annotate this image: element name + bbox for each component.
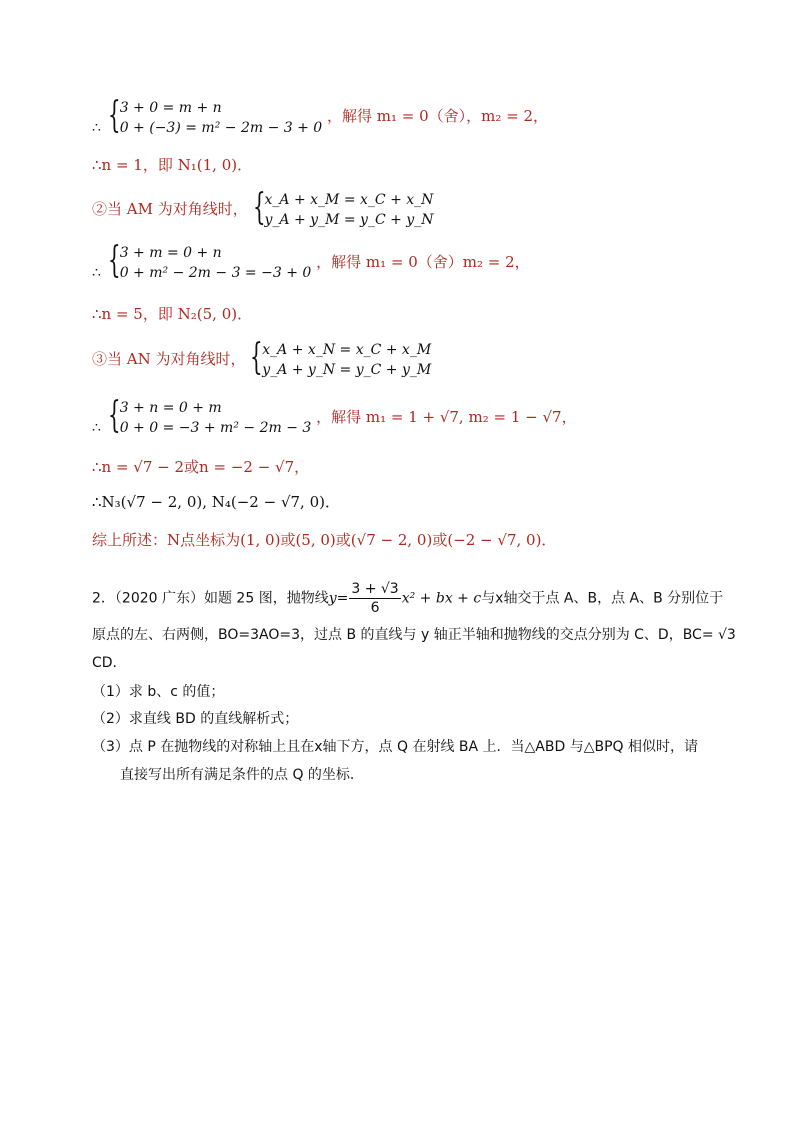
case1-eq2: 0 + (−3) = m² − 2m − 3 + 0 <box>119 120 323 136</box>
case3-condition: { x_A + x_N = x_C + x_M y_A + y_N = y_C + y_M <box>250 337 432 378</box>
case3-cond1: x_A + x_N = x_C + x_M <box>262 342 432 358</box>
case2-system-line: ∴ { 3 + m = 0 + n 0 + m² − 2m − 3 = −3 + 0 ，解得 m₁ = 0（舍）m₂ = 2， <box>92 240 530 281</box>
summary: 综上所述：N点坐标为(1, 0)或(5, 0)或(√7 − 2, 0)或(−2 − √7, 0)． <box>92 531 557 549</box>
case2-condition: { x_A + x_M = x_C + x_N y_A + y_M = y_C + y_N <box>252 187 434 228</box>
problem2-fraction <box>349 580 400 617</box>
problem2-line3: CD． <box>92 655 127 671</box>
case3-cond2: y_A + y_N = y_C + y_M <box>262 362 432 378</box>
case3-eq1: 3 + n = 0 + m <box>119 400 222 416</box>
case3-eq2: 0 + 0 = −3 + m² − 2m − 3 <box>119 420 312 436</box>
problem2-poly: x² + bx + c <box>401 590 482 607</box>
case3-heading: ③当 AN 为对角线时， <box>92 350 246 368</box>
case2-cond1: x_A + x_M = x_C + x_N <box>264 192 434 208</box>
case3-n-result: ∴n = √7 − 2或n = −2 − √7， <box>92 458 310 476</box>
case3-head-line <box>92 337 432 380</box>
problem2-q1: （1）求 b、c 的值； <box>92 684 225 700</box>
problem2-q2: （2）求直线 BD 的直线解析式； <box>92 711 299 727</box>
case3-system: { 3 + n = 0 + m 0 + 0 = −3 + m² − 2m − 3 <box>107 395 312 436</box>
case2-system: { 3 + m = 0 + n 0 + m² − 2m − 3 = −3 + 0 <box>107 240 312 281</box>
case1-system-line: ∴ { 3 + 0 = m + n 0 + (−3) = m² − 2m − 3 + 0 ，解得 m₁ = 0（舍），m₂ = 2， <box>92 95 549 136</box>
case2-solve: ，解得 m₁ = 0（舍）m₂ = 2， <box>316 253 530 271</box>
case3-system-line: ∴ { 3 + n = 0 + m 0 + 0 = −3 + m² − 2m − 3 ，解得 m₁ = 1 + √7, m₂ = 1 − √7， <box>92 395 577 436</box>
problem2-frac-num: 3 + √3 <box>351 581 399 597</box>
case1-eq1: 3 + 0 = m + n <box>119 100 222 116</box>
case2-cond2: y_A + y_M = y_C + y_N <box>264 212 434 228</box>
problem2-y-eq: y= <box>328 590 349 607</box>
case2-result: ∴n = 5，即 N₂(5, 0)． <box>92 305 253 323</box>
problem2-frac-den: 6 <box>370 600 380 616</box>
case1-solve: ，解得 m₁ = 0（舍），m₂ = 2， <box>327 107 549 125</box>
case2-eq2: 0 + m² − 2m − 3 = −3 + 0 <box>119 265 312 281</box>
problem2-intro-b: 与x轴交于点 A、B，点 A、B 分别位于 <box>481 590 724 607</box>
case1-result: ∴n = 1，即 N₁(1, 0)． <box>92 156 253 174</box>
problem2-intro-a: 2．（2020 广东）如题 25 图，抛物线 <box>92 590 329 607</box>
case2-heading: ②当 AM 为对角线时， <box>92 200 248 218</box>
problem2-q3b: 直接写出所有满足条件的点 Q 的坐标． <box>120 767 364 783</box>
problem2-q3a: （3）点 P 在抛物线的对称轴上且在x轴下方，点 Q 在射线 BA 上．当△ABD 与△BPQ 相似时，请 <box>92 739 698 755</box>
problem2-intro-line <box>92 580 723 617</box>
problem2-line2: 原点的左、右两侧，BO=3AO=3，过点 B 的直线与 y 轴正半轴和抛物线的交点分别为 C、D，BC= √3 <box>92 627 736 643</box>
case3-points: ∴N₃(√7 − 2, 0), N₄(−2 − √7, 0)． <box>92 493 340 511</box>
case3-solve: ，解得 m₁ = 1 + √7, m₂ = 1 − √7， <box>316 408 577 426</box>
case2-eq1: 3 + m = 0 + n <box>119 245 222 261</box>
case2-head-line <box>92 187 434 230</box>
case1-system: { 3 + 0 = m + n 0 + (−3) = m² − 2m − 3 + 0 <box>107 95 323 136</box>
